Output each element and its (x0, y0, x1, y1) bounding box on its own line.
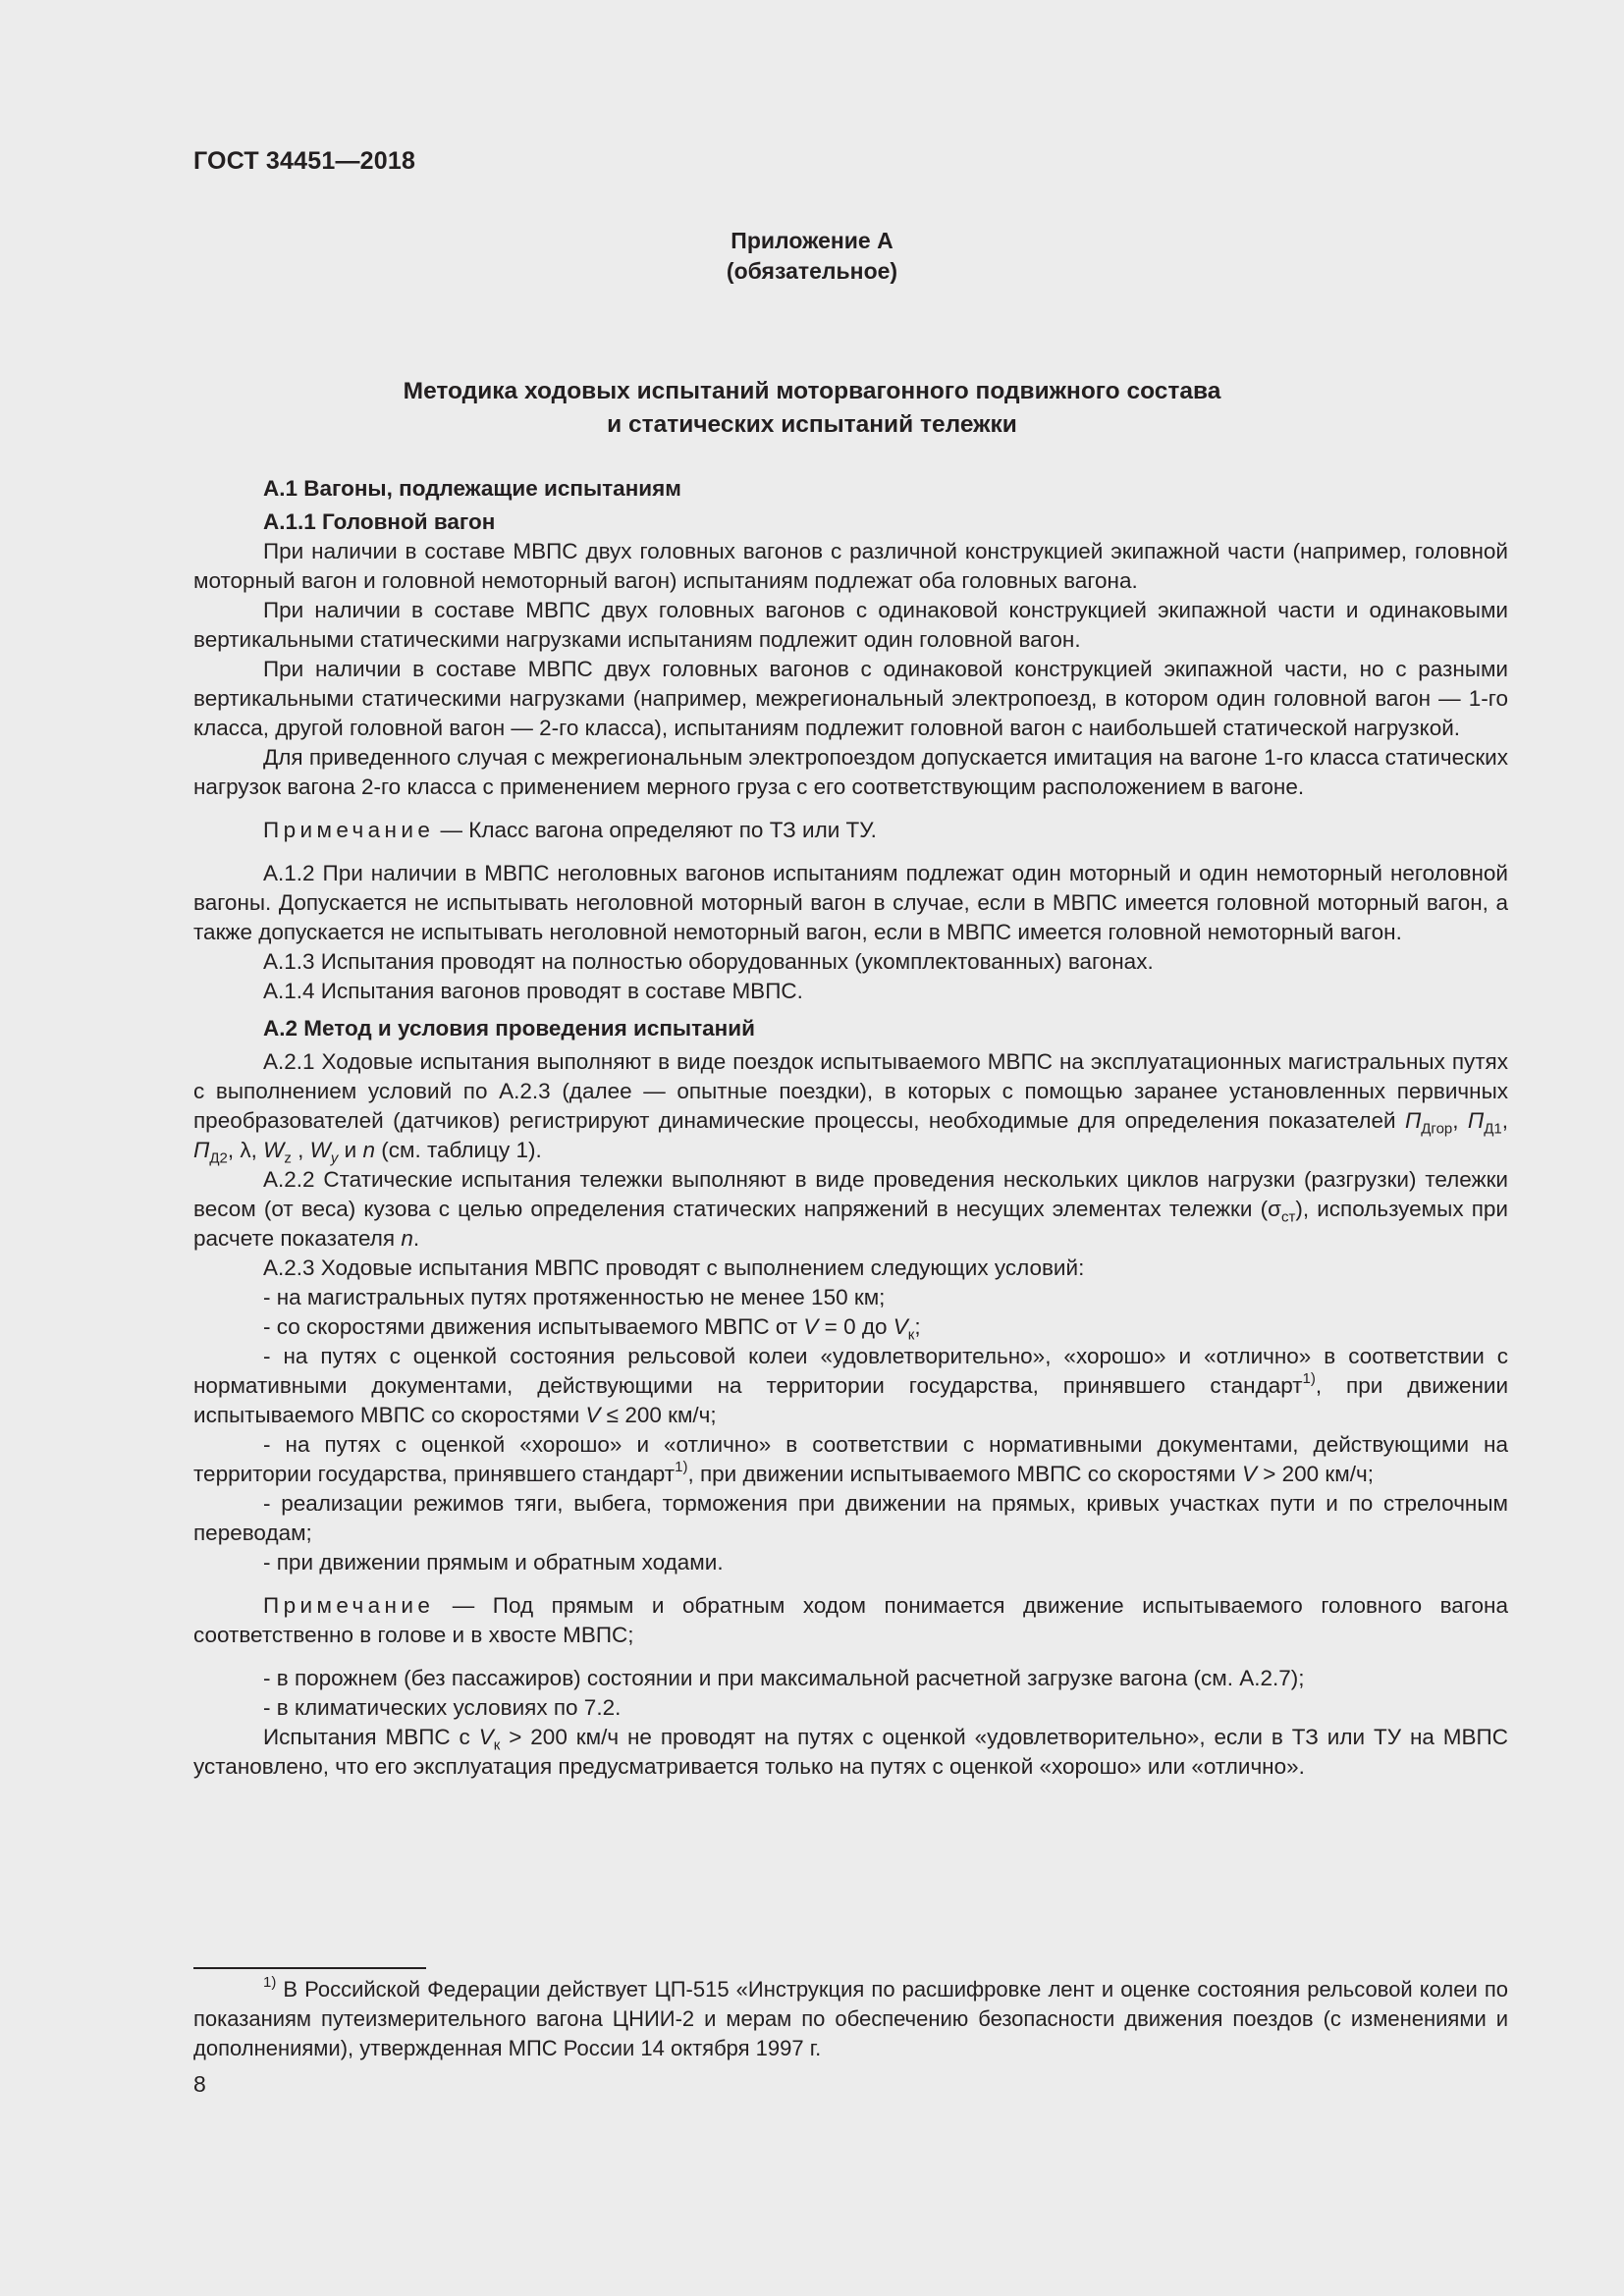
page-number: 8 (193, 2071, 206, 2097)
section-a1-1-heading: А.1.1 Головной вагон (263, 509, 496, 534)
appendix-title: Приложение А (731, 228, 893, 253)
paragraph: А.1.3 Испытания проводят на полностью оборудованных (укомплектованных) вагонах. (263, 949, 1154, 974)
title-line-2: и статических испытаний тележки (607, 411, 1017, 438)
section-a1-heading: А.1 Вагоны, подлежащие испытаниям (263, 476, 681, 501)
list-item: - в климатических условиях по 7.2. (263, 1695, 622, 1720)
section-a2-heading: А.2 Метод и условия проведения испытаний (263, 1016, 755, 1041)
list-item: - на магистральных путях протяженностью не менее 150 км; (263, 1285, 886, 1309)
appendix-status: (обязательное) (726, 258, 898, 284)
paragraph: А.1.2 При наличии в МВПС неголовных вагонов испытаниям подлежат один моторный и один немоторный неголовной вагоны. Допускается не испытывать неголовной моторный вагон в случае, если в МВПС имеется головной моторный вагон, а также допускается не испытывать неголовной немоторный вагон, если в МВПС имеется головной немоторный вагон. (193, 861, 1508, 944)
paragraph: Испытания МВПС с $V_к > 200$ км/ч не проводят на путях с оценкой «удовлетворительно», если в ТЗ или ТУ на МВПС установлено, что его эксплуатация предусматривается только на путях с оценкой «хорошо» или «отлично». (193, 1725, 1508, 1779)
list-item: - со скоростями движения испытываемого МВПС от V = 0 до $V_к$; (263, 1314, 921, 1344)
document-body (193, 474, 1508, 1782)
paragraph: А.2.1 Ходовые испытания выполняют в виде поездок испытываемого МВПС на эксплуатационных магистральных путях с выполнением условий по А.2.3 (далее — опытные поездки), в которых с помощью заранее установленных первичных преобразователей (датчиков) регистрируют динамические процессы, необходимые для определения показателей $П_{Дгор}$, $П_{Д1}$, $П_{Д2}$, λ, $W_z$ , $W_y$ и n (см. таблицу 1). (193, 1049, 1508, 1167)
standard-code: ГОСТ 34451—2018 (193, 147, 416, 175)
note-text: — Класс вагона определяют по ТЗ или ТУ. (434, 818, 877, 842)
note-label: Примечание (263, 1593, 435, 1618)
paragraph: А.1.4 Испытания вагонов проводят в составе МВПС. (263, 979, 803, 1003)
list-item: - на путях с оценкой «хорошо» и «отлично» в соответствии с нормативными документами, действующими на территории государства, принявшего стандарт$^{1)}$, при движении испытываемого МВПС со скоростями V > 200 км/ч; (193, 1432, 1508, 1486)
footnote-mark: 1) (263, 1973, 277, 1991)
footnote-ref: 1) (1302, 1369, 1316, 1387)
paragraph: При наличии в составе МВПС двух головных вагонов с различной конструкцией экипажной части (например, головной моторный вагон и головной немоторный вагон) испытаниям подлежат оба головных вагона. (193, 539, 1508, 593)
footnote-divider (193, 1967, 426, 1969)
list-item: - реализации режимов тяги, выбега, торможения при движении на прямых, кривых участках пути и по стрелочным переводам; (193, 1491, 1508, 1545)
appendix-heading (0, 226, 1624, 287)
paragraph: А.2.2 Статические испытания тележки выполняют в виде проведения нескольких циклов нагрузки (разгрузки) тележки весом (от веса) кузова с целью определения статических напряжений в несущих элементах тележки $(\sigma_{ст})$, используемых при расчете показателя n. (193, 1167, 1508, 1251)
footnote-text: В Российской Федерации действует ЦП-515 «Инструкция по расшифровке лент и оценке состояния рельсовой колеи по показаниям путеизмерительного вагона ЦНИИ-2 и мерам по обеспечению безопасности движения поездов (с изменениями и дополнениями), утвержденная МПС России 14 октября 1997 г. (193, 1977, 1508, 2060)
paragraph: А.2.3 Ходовые испытания МВПС проводят с выполнением следующих условий: (263, 1255, 1085, 1280)
footnote (193, 1975, 1508, 2063)
note-label: Примечание (263, 818, 435, 842)
paragraph: При наличии в составе МВПС двух головных вагонов с одинаковой конструкцией экипажной части и одинаковыми вертикальными статическими нагрузками испытаниям подлежит один головной вагон. (193, 598, 1508, 652)
paragraph: При наличии в составе МВПС двух головных вагонов с одинаковой конструкцией экипажной части, но с разными вертикальными статическими нагрузками (например, межрегиональный электропоезд, в котором один головной вагон — 1-го класса, другой головной вагон — 2-го класса), испытаниям подлежит головной вагон с наибольшей статической нагрузкой. (193, 657, 1508, 740)
document-title (0, 375, 1624, 442)
paragraph: Для приведенного случая с межрегиональным электропоездом допускается имитация на вагоне 1-го класса статических нагрузок вагона 2-го класса с применением мерного груза с его соответствующим расположением в вагоне. (193, 745, 1508, 799)
footnote-ref: 1) (675, 1458, 688, 1475)
note-text: — Под прямым и обратным ходом понимается движение испытываемого головного вагона соответственно в голове и в хвосте МВПС; (193, 1593, 1508, 1647)
title-line-1: Методика ходовых испытаний моторвагонного подвижного состава (403, 378, 1221, 404)
note (193, 816, 1508, 845)
note (193, 1591, 1508, 1650)
list-item: - при движении прямым и обратным ходами. (263, 1550, 724, 1575)
list-item: - в порожнем (без пассажиров) состоянии и при максимальной расчетной загрузке вагона (см. А.2.7); (263, 1666, 1305, 1690)
list-item: - на путях с оценкой состояния рельсовой колеи «удовлетворительно», «хорошо» и «отлично» в соответствии с нормативными документами, действующими на территории государства, принявшего стандарт$^{1)}$, при движении испытываемого МВПС со скоростями V ≤ 200 км/ч; (193, 1344, 1509, 1427)
